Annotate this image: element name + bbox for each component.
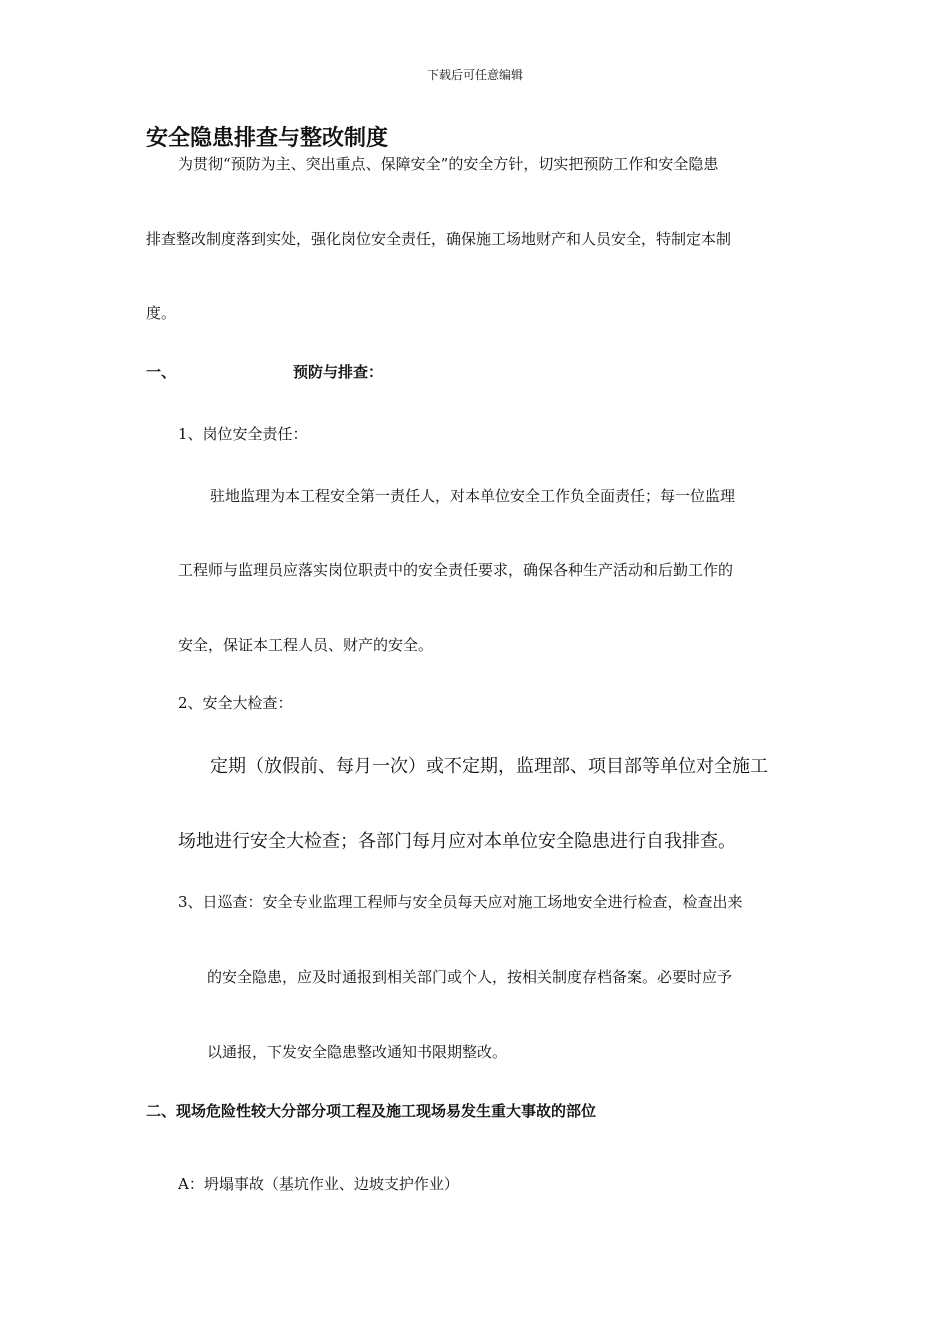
item-1-line-2: 工程师与监理员应落实岗位职责中的安全责任要求，确保各种生产活动和后勤工作的 — [178, 561, 734, 579]
item-3-line-2: 的安全隐患，应及时通报到相关部门或个人，按相关制度存档备案。必要时应予 — [207, 968, 733, 986]
item-2-line-1: 定期（放假前、每月一次）或不定期，监理部、项目部等单位对全施工 — [210, 756, 768, 777]
intro-line-3: 度。 — [146, 304, 177, 322]
item-3-line-3: 以通报，下发安全隐患整改通知书限期整改。 — [207, 1043, 508, 1061]
item-2-label: 2、安全大检查： — [178, 694, 293, 712]
item-a: A：坍塌事故（基坑作业、边坡支护作业） — [178, 1175, 459, 1193]
item-1-line-1: 驻地监理为本工程安全第一责任人，对本单位安全工作负全面责任；每一位监理 — [210, 487, 736, 505]
item-2-line-2: 场地进行安全大检查；各部门每月应对本单位安全隐患进行自我排查。 — [178, 831, 736, 852]
section-1-title: 预防与排查： — [293, 363, 384, 381]
item-3-line-1: 3、日巡查：安全专业监理工程师与安全员每天应对施工场地安全进行检查，检查出来 — [178, 893, 743, 911]
item-1-label: 1、岗位安全责任： — [178, 425, 308, 443]
intro-line-1: 为贯彻“预防为主、突出重点、保障安全”的安全方针，切实把预防工作和安全隐患 — [178, 155, 719, 173]
section-1-number: 一、 — [146, 363, 177, 381]
item-1-line-3: 安全，保证本工程人员、财产的安全。 — [178, 636, 434, 654]
header-note: 下载后可任意编辑 — [426, 68, 523, 82]
intro-line-2: 排查整改制度落到实处，强化岗位安全责任，确保施工场地财产和人员安全，特制定本制 — [146, 230, 732, 248]
section-2-title: 二、现场危险性较大分部分项工程及施工现场易发生重大事故的部位 — [146, 1102, 597, 1120]
document-title: 安全隐患排查与整改制度 — [146, 126, 389, 151]
